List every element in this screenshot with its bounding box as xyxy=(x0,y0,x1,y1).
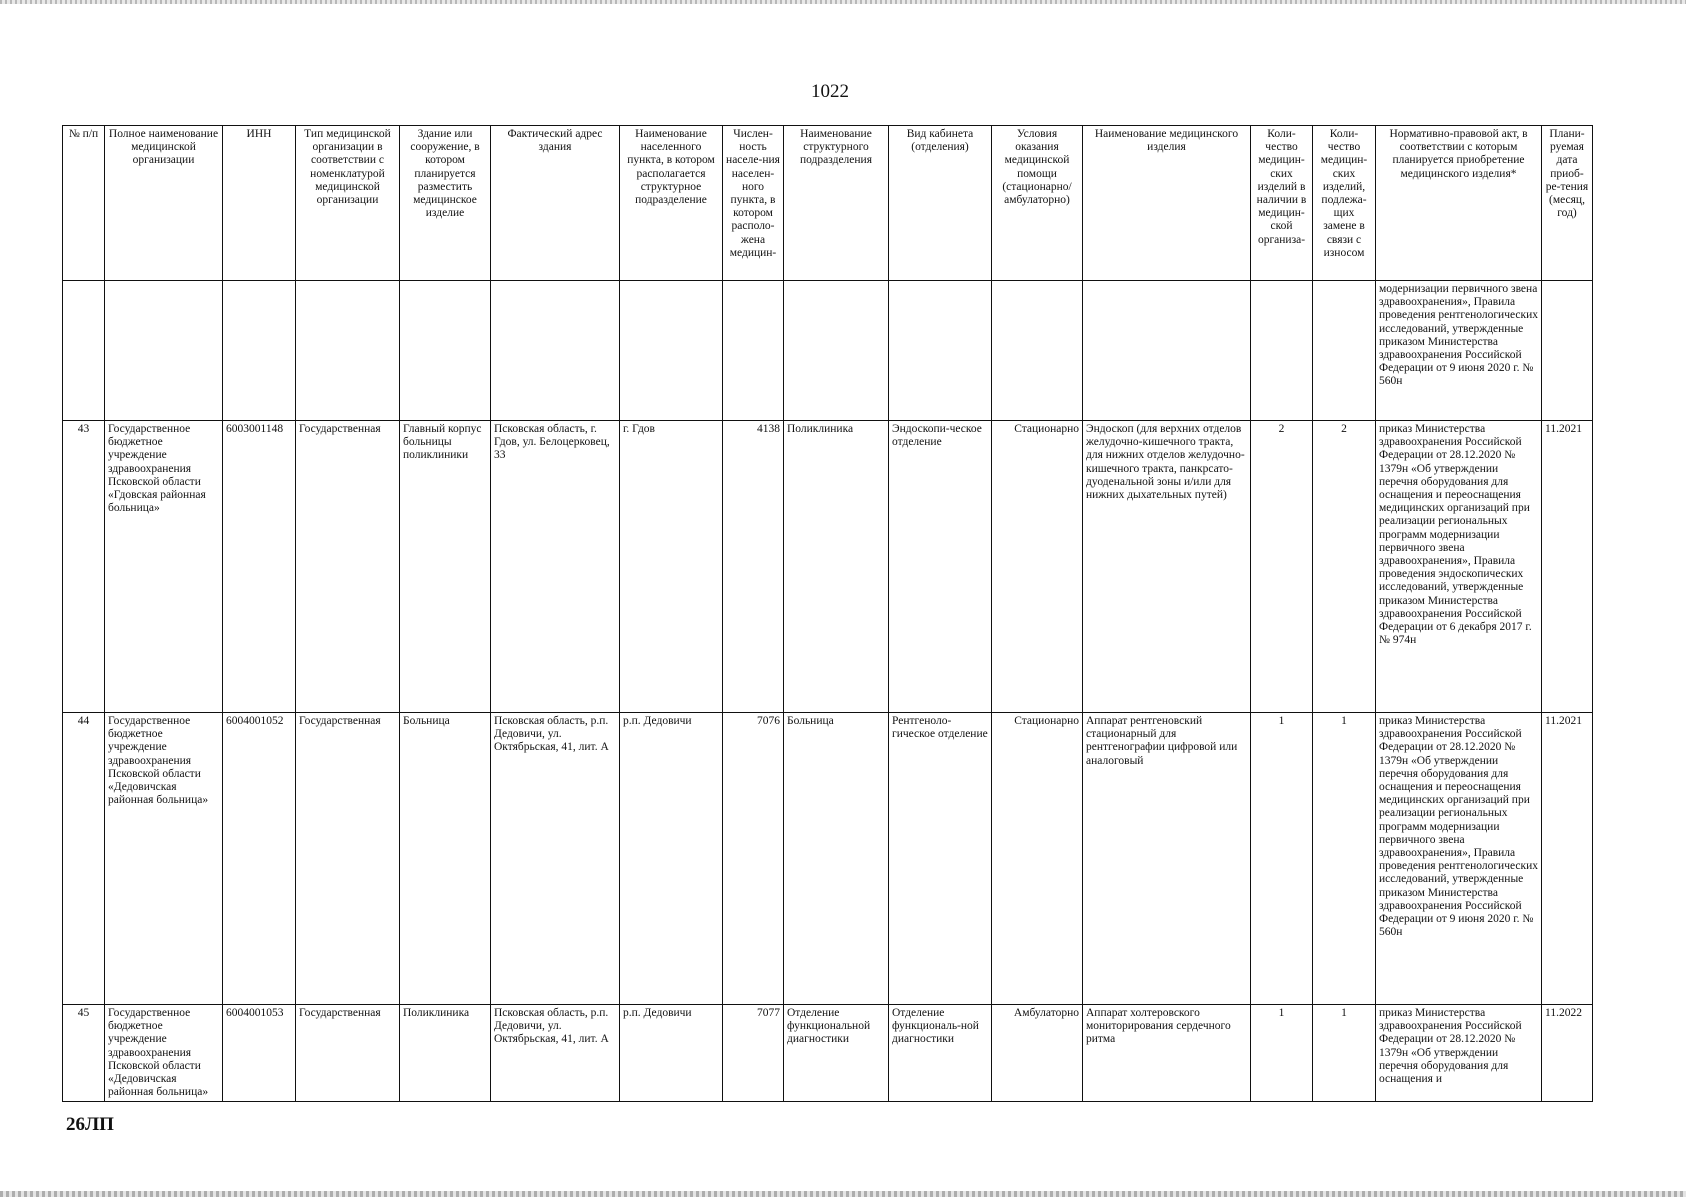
device: Аппарат холтеровского мониторирования сердечного ритма xyxy=(1083,1005,1251,1102)
building: Главный корпус больницы поликлиники xyxy=(400,421,491,713)
col-header: Тип медицинской организации в соответствии с номенклатурой медицинской организации xyxy=(296,126,400,281)
table-row xyxy=(63,713,1593,1005)
conditions: Стационарно xyxy=(992,713,1083,1005)
col-header: Нормативно-правовой акт, в соответствии с которым планируется приобретение медицинского изделия* xyxy=(1376,126,1542,281)
conditions: Стационарно xyxy=(992,421,1083,713)
planned-date: 11.2021 xyxy=(1542,713,1593,1005)
inn: 6004001053 xyxy=(223,1005,296,1102)
col-header: Коли-чество медицин-ских изделий, подлежа-щих замене в связи с износом xyxy=(1313,126,1376,281)
unit: Отделение функциональной диагностики xyxy=(784,1005,889,1102)
legal-act: приказ Министерства здравоохранения Российской Федерации от 28.12.2020 № 1379н «Об утверждении перечня оборудования для оснащения и переоснащения медицинских организаций при реализации региональных программ модернизации первичного звена здравоохранения», Правила проведения эндоскопических исследований, утвержденные приказом Министерства здравоохранения Российской Федерации от 6 декабря 2017 г. № 974н xyxy=(1376,421,1542,713)
qty-available: 2 xyxy=(1251,421,1313,713)
org-name: Государственное бюджетное учреждение здравоохранения Псковской области «Дедовичская районная больница» xyxy=(105,713,223,1005)
building: Больница xyxy=(400,713,491,1005)
cabinet: Отделение функциональ-ной диагностики xyxy=(889,1005,992,1102)
legal-act: приказ Министерства здравоохранения Российской Федерации от 28.12.2020 № 1379н «Об утверждении перечня оборудования для оснащения и переоснащения медицинских организаций при реализации региональных программ модернизации первичного звена здравоохранения», Правила проведения рентгенологических исследований, утвержденные приказом Министерства здравоохранения Российской Федерации от 9 июня 2020 г. № 560н xyxy=(1376,713,1542,1005)
scan-edge-bottom xyxy=(0,1191,1686,1197)
col-header: Условия оказания медицинской помощи (стационарно/ амбулаторно) xyxy=(992,126,1083,281)
device: Аппарат рентгеновский стационарный для рентгенографии цифровой или аналоговый xyxy=(1083,713,1251,1005)
unit: Больница xyxy=(784,713,889,1005)
legal-act: приказ Министерства здравоохранения Российской Федерации от 28.12.2020 № 1379н «Об утверждении перечня оборудования для оснащения и xyxy=(1376,1005,1542,1102)
col-header: Плани-руемая дата приоб-ре-тения (месяц, год) xyxy=(1542,126,1593,281)
address: Псковская область, г. Гдов, ул. Белоцерковец, 33 xyxy=(491,421,620,713)
qty-replace: 2 xyxy=(1313,421,1376,713)
qty-available: 1 xyxy=(1251,713,1313,1005)
cabinet: Эндоскопи-ческое отделение xyxy=(889,421,992,713)
planned-date: 11.2022 xyxy=(1542,1005,1593,1102)
planned-date: 11.2021 xyxy=(1542,421,1593,713)
qty-available: 1 xyxy=(1251,1005,1313,1102)
qty-replace: 1 xyxy=(1313,713,1376,1005)
device: Эндоскоп (для верхних отделов желудочно-кишечного тракта, для нижних отделов желудочно-кишечного тракта, панкрсато-дуоденальной зоны и/или для нижних дыхательных путей) xyxy=(1083,421,1251,713)
building: Поликлиника xyxy=(400,1005,491,1102)
org-name: Государственное бюджетное учреждение здравоохранения Псковской области «Гдовская районная больница» xyxy=(105,421,223,713)
col-header: Наименование населенного пункта, в котором располагается структурное подразделение xyxy=(620,126,723,281)
page-number: 1022 xyxy=(811,81,849,102)
locality: г. Гдов xyxy=(620,421,723,713)
col-header: № п/п xyxy=(63,126,105,281)
col-header: Фактический адрес здания xyxy=(491,126,620,281)
org-type: Государственная xyxy=(296,421,400,713)
equipment-table xyxy=(62,125,1593,1102)
table-row xyxy=(63,1005,1593,1102)
row-number: 43 xyxy=(63,421,105,713)
col-header: Вид кабинета (отделения) xyxy=(889,126,992,281)
cabinet: Рентгеноло-гическое отделение xyxy=(889,713,992,1005)
qty-replace: 1 xyxy=(1313,1005,1376,1102)
continuation-text: модернизации первичного звена здравоохранения», Правила проведения рентгенологических исследований, утвержденные приказом Министерства здравоохранения Российской Федерации от 9 июня 2020 г. № 560н xyxy=(1376,281,1542,421)
row-number: 44 xyxy=(63,713,105,1005)
header-row xyxy=(63,126,1593,281)
address: Псковская область, р.п. Дедовичи, ул. Октябрьская, 41, лит. А xyxy=(491,1005,620,1102)
col-header: ИНН xyxy=(223,126,296,281)
continuation-row xyxy=(63,281,1593,421)
inn: 6003001148 xyxy=(223,421,296,713)
col-header: Наименование медицинского изделия xyxy=(1083,126,1251,281)
population: 7077 xyxy=(723,1005,784,1102)
col-header: Наименование структурного подразделения xyxy=(784,126,889,281)
col-header: Числен-ность населе-ния населен-ного пункта, в котором располо-жена медицин- xyxy=(723,126,784,281)
col-header: Здание или сооружение, в котором планируется разместить медицинское изделие xyxy=(400,126,491,281)
unit: Поликлиника xyxy=(784,421,889,713)
org-name: Государственное бюджетное учреждение здравоохранения Псковской области «Дедовичская районная больница» xyxy=(105,1005,223,1102)
population: 4138 xyxy=(723,421,784,713)
scan-edge-top xyxy=(0,0,1686,4)
table-row xyxy=(63,421,1593,713)
org-type: Государственная xyxy=(296,1005,400,1102)
org-type: Государственная xyxy=(296,713,400,1005)
col-header: Коли-чество медицин-ских изделий в наличии в медицин-ской организа- xyxy=(1251,126,1313,281)
col-header: Полное наименование медицинской организации xyxy=(105,126,223,281)
locality: р.п. Дедовичи xyxy=(620,1005,723,1102)
address: Псковская область, р.п. Дедовичи, ул. Октябрьская, 41, лит. А xyxy=(491,713,620,1005)
population: 7076 xyxy=(723,713,784,1005)
inn: 6004001052 xyxy=(223,713,296,1005)
conditions: Амбулаторно xyxy=(992,1005,1083,1102)
row-number: 45 xyxy=(63,1005,105,1102)
locality: р.п. Дедовичи xyxy=(620,713,723,1005)
footer-code: 26ЛП xyxy=(66,1114,114,1135)
